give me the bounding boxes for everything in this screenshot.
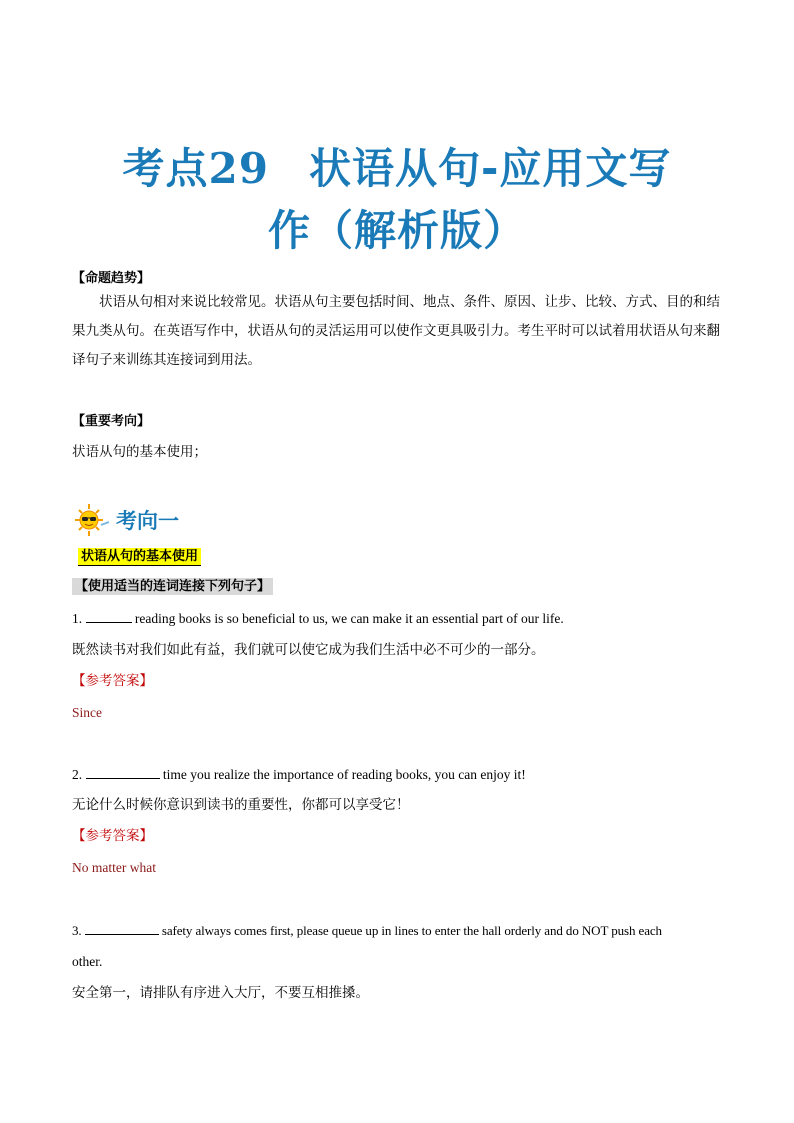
- title-part-number: 考点29: [122, 144, 269, 193]
- question-1-answer-header: 【参考答案】: [72, 673, 153, 689]
- question-1-number: 1.: [72, 611, 83, 626]
- answer-blank-3: [85, 922, 159, 935]
- instruction-row: [72, 572, 724, 601]
- section-highlight: 状语从句的基本使用: [78, 548, 201, 566]
- question-3: [72, 916, 724, 945]
- section-instruction: 【使用适当的连词连接下列句子】: [72, 578, 273, 595]
- title-line-2: 作（解析版）: [267, 206, 526, 255]
- section-heading: [72, 500, 179, 540]
- page-title: [60, 138, 734, 262]
- focus-body: 状语从句的基本使用；: [72, 444, 207, 460]
- question-2-text: time you realize the importance of reading books, you can enjoy it!: [162, 767, 526, 782]
- question-3-number: 3.: [72, 923, 82, 938]
- section-highlight-row: [78, 542, 730, 571]
- answer-blank-2: [86, 766, 160, 779]
- sun-with-sunglasses-icon: [72, 503, 110, 537]
- section-label: 考向一: [116, 509, 179, 533]
- question-2-answer-header: 【参考答案】: [72, 828, 153, 844]
- question-2: [72, 760, 724, 789]
- question-2-answer: No matter what: [72, 860, 156, 875]
- focus-header: 【重要考向】: [72, 414, 151, 429]
- question-1: [72, 604, 724, 633]
- title-part-topic: 状语从句-应用文写: [309, 144, 672, 193]
- question-2-translation: 无论什么时候你意识到读书的重要性，你都可以享受它！: [72, 797, 410, 813]
- question-2-number: 2.: [72, 767, 83, 782]
- trend-header: 【命题趋势】: [72, 271, 151, 286]
- question-1-text: reading books is so beneficial to us, we can make it an essential part of our life.: [134, 611, 564, 626]
- question-1-translation: 既然读书对我们如此有益，我们就可以使它成为我们生活中必不可少的一部分。: [72, 642, 545, 658]
- question-3-text-line1: safety always comes first, please queue up in lines to enter the hall orderly and do NOT push each: [161, 923, 662, 938]
- question-1-answer: Since: [72, 705, 102, 720]
- question-3-text-line2: other.: [72, 954, 103, 969]
- answer-blank-1: [86, 610, 132, 623]
- trend-body: 状语从句相对来说比较常见。状语从句主要包括时间、地点、条件、原因、让步、比较、方式、目的和结果九类从句。在英语写作中，状语从句的灵活运用可以使作文更具吸引力。考生平时可以试着用状语从句来翻译句子来训练其连接词到用法。: [72, 294, 720, 368]
- question-3-translation: 安全第一，请排队有序进入大厅，不要互相推搡。: [72, 985, 369, 1001]
